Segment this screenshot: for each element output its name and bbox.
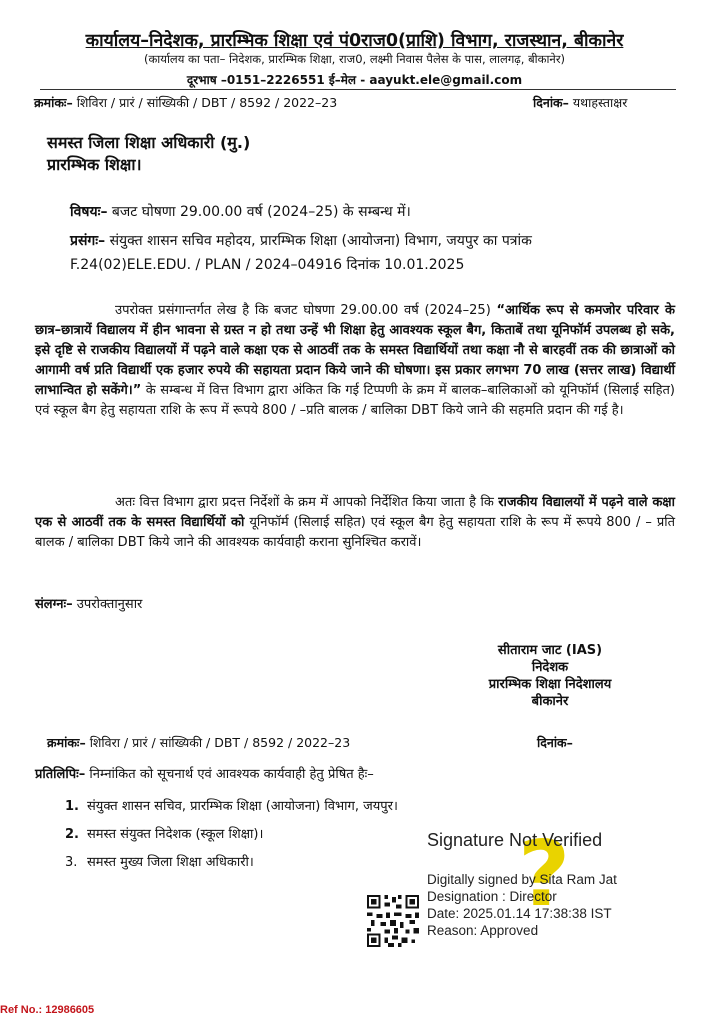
para2-emphasis: राजकीय विद्यालयों में पढ़ने वाले कक्षा एक से आठवीं तक के समस्त विद्यार्थियों को bbox=[35, 495, 675, 530]
subject-label: विषयः– bbox=[70, 204, 108, 220]
signature-unverified-icon: ? bbox=[518, 822, 571, 927]
signatory-name: सीताराम जाट (IAS) bbox=[497, 643, 603, 658]
subject-line bbox=[70, 201, 411, 223]
letter-number-value: शिविरा / प्रारं / सांख्यिकी / DBT / 8592 / 2022–23 bbox=[76, 95, 338, 110]
footer-ref-number: Ref No.: 12986605 bbox=[0, 1004, 95, 1016]
list-item bbox=[65, 793, 398, 821]
copy-heading-label: प्रतिलिपिः– bbox=[35, 767, 86, 782]
enclosure-label: संलग्नः– bbox=[35, 597, 73, 612]
enclosure-line bbox=[35, 594, 142, 612]
letterhead-contact: दूरभाष –0151–2226551 ई–मेल - aayukt.ele@gmail.com bbox=[186, 73, 523, 87]
para1-quote: “आर्थिक रूप से कमजोर परिवार के छात्र–छात्रायें विद्यालय में हीन भावना से ग्रस्त न हो तथा उन्हें भी शिक्षा हेतु आवश्यक स्कूल बैग, किताबें तथा यूनिफॉर्म उपलब्ध हो सके, इसे दृष्टि से राजकीय विद्यालयों में पढ़ने वाले कक्षा एक से आठवीं तक के समस्त विद्यार्थियों तथा कक्षा नौ से बारहवीं तक की छात्राओं को आगामी वर्ष प्रति विद्यार्थी एक हजार रुपये की सहायता प्रदान किये जाने की घोषणा। इस प्रकार लगभग 70 लाख (सत्तर लाख) विद्यार्थी लाभान्वित हो सकेंगे।” bbox=[35, 303, 675, 398]
body-paragraph-1 bbox=[35, 301, 675, 421]
list-item bbox=[65, 849, 398, 877]
list-item-text: संयुक्त शासन सचिव, प्रारम्भिक शिक्षा (आयोजना) विभाग, जयपुर। bbox=[87, 799, 398, 814]
signature-details bbox=[427, 871, 617, 939]
copy-recipient-list bbox=[65, 793, 398, 877]
copy-letter-date bbox=[537, 734, 573, 751]
addressee-line-2: प्रारम्भिक शिक्षा। bbox=[47, 155, 142, 174]
letter-number bbox=[34, 94, 337, 111]
list-item-number: 1. bbox=[65, 799, 79, 814]
copy-letter-number bbox=[47, 734, 350, 751]
para2-intro: अतः वित्त विभाग द्वारा प्रदत्त निर्देशों के क्रम में आपको निर्देशित किया जाता है कि bbox=[115, 495, 499, 510]
list-item bbox=[65, 821, 398, 849]
signature-signed-by: Digitally signed by Sita Ram Jat bbox=[427, 872, 617, 887]
body-paragraph-2 bbox=[35, 493, 675, 553]
para1-intro: उपरोक्त प्रसंगान्तर्गत लेख है कि बजट घोषणा 29.00.00 वर्ष (2024–25) bbox=[115, 303, 497, 318]
signature-date: Date: 2025.01.14 17:38:38 IST bbox=[427, 906, 612, 921]
copy-heading-text: निम्नांकित को सूचनार्थ एवं आवश्यक कार्यवाही हेतु प्रेषित हैः– bbox=[89, 767, 374, 782]
reference-text: संयुक्त शासन सचिव महोदय, प्रारम्भिक शिक्षा (आयोजना) विभाग, जयपुर का पत्रांक F.24(02)ELE.EDU. / PLAN / 2024–04916 दिनांक 10.01.2025 bbox=[70, 233, 532, 273]
signatory-city: बीकानेर bbox=[531, 694, 569, 709]
list-item-number: 3. bbox=[65, 855, 78, 870]
header-divider bbox=[40, 89, 676, 90]
letterhead-title: कार्यालय–निदेशक, प्रारम्भिक शिक्षा एवं पं0राज0(प्राशि) विभाग, राजस्थान, बीकानेर bbox=[85, 31, 624, 51]
list-item-text: समस्त संयुक्त निदेशक (स्कूल शिक्षा)। bbox=[87, 827, 264, 842]
copy-letter-number-label: क्रमांकः– bbox=[47, 735, 86, 750]
copy-letter-date-label: दिनांक– bbox=[537, 735, 573, 750]
para1-rest: के सम्बन्ध में वित्त विभाग द्वारा अंकित कि गई टिप्पणी के क्रम में बालक–बालिकाओं को यूनिफॉर्म (सिलाई सहित) एवं स्कूल बैग हेतु सहायता राशि के रूप में रूपये 800 / –प्रति बालक / बालिका DBT किये जाने की सहमति प्रदान की गई है। bbox=[35, 383, 675, 418]
letter-date-value: यथाहस्ताक्षर bbox=[572, 95, 628, 110]
signatory-office: प्रारम्भिक शिक्षा निदेशालय bbox=[488, 677, 612, 692]
reference-line bbox=[70, 229, 650, 277]
letterhead-address: (कार्यालय का पता– निदेशक, प्रारम्भिक शिक्षा, राज0, लक्ष्मी निवास पैलेस के पास, लालगढ़, बीकानेर) bbox=[143, 52, 566, 66]
enclosure-text: उपरोक्तानुसार bbox=[76, 597, 143, 612]
signature-status: Signature Not Verified bbox=[427, 830, 603, 850]
addressee-line-1: समस्त जिला शिक्षा अधिकारी (मु.) bbox=[47, 133, 251, 152]
signature-reason: Reason: Approved bbox=[427, 923, 539, 938]
list-item-text: समस्त मुख्य जिला शिक्षा अधिकारी। bbox=[87, 855, 254, 870]
letter-number-label: क्रमांकः– bbox=[34, 95, 73, 110]
qr-code-icon bbox=[365, 893, 421, 949]
subject-text: बजट घोषणा 29.00.00 वर्ष (2024–25) के सम्बन्ध में। bbox=[111, 204, 411, 220]
letter-date-label: दिनांक– bbox=[533, 95, 569, 110]
reference-label: प्रसंगः– bbox=[70, 233, 106, 249]
list-item-number: 2. bbox=[65, 827, 79, 842]
signature-designation: Designation : Director bbox=[427, 889, 557, 904]
letter-date bbox=[533, 94, 627, 111]
para2-rest: यूनिफॉर्म (सिलाई सहित) एवं स्कूल बैग हेतु सहायता राशि के रूप में रूपये 800 / – प्रति बालक / बालिका DBT किये जाने की आवश्यक कार्यवाही कराना सुनिश्चित करावें। bbox=[35, 515, 675, 550]
copy-letter-number-value: शिविरा / प्रारं / सांख्यिकी / DBT / 8592 / 2022–23 bbox=[89, 735, 351, 750]
copy-heading bbox=[35, 764, 374, 782]
addressee bbox=[47, 132, 250, 176]
signatory-block bbox=[470, 642, 630, 710]
signatory-designation: निदेशक bbox=[531, 660, 569, 675]
